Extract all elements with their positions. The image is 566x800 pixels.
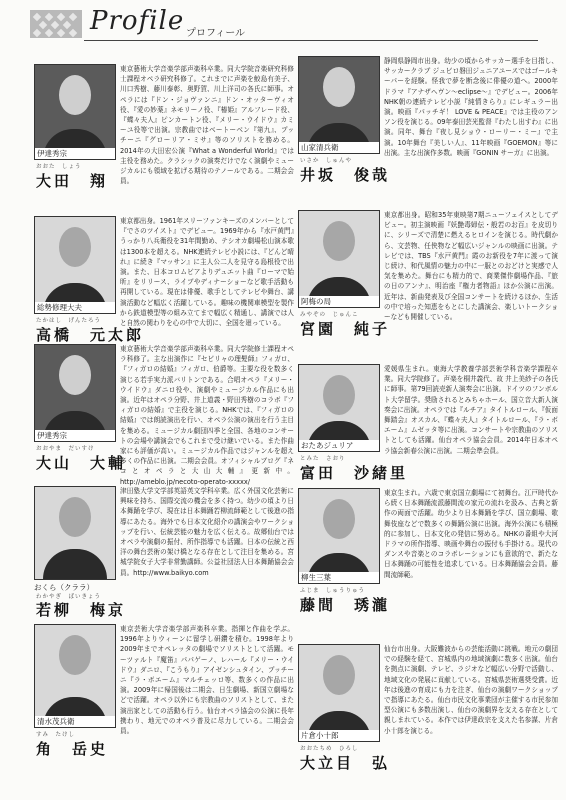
profile-entry	[34, 344, 296, 486]
profile-entry	[34, 216, 296, 344]
performer-bio: 静岡県静岡市出身。幼少の頃からサッカー選手を目指し、サッカークラブ ジュビロ磐田ジュニアユースではゴールキーパーを経験。怪我で夢を断念後に俳優の道へ。2000年ドラマ『アナザヘヴン～eclipse～』でデビュー。2006年NHK朝の連続テレビ小説『純情きらり』にレギュラー出演。映画『パッチギ！ LOVE & PEACE』では主役のアンソン役を演じる。09年泰田芸光監督『わたし出すわ』に出演。同年、舞台『夜し見ショウ・ローリー・ミー』で主演。10年舞台『美しい人』、11年映画『GOEMON』等に出演。主な出演作多数。映画『GONIN サーガ』に出演。	[384, 57, 558, 157]
name-reading: ふじま しゅうりゅう	[300, 588, 366, 594]
portrait-photo	[298, 644, 380, 742]
performer-bio: 東京芸術大学音楽学部声楽科卒業。指揮と作曲を学ぶ。1996年よりウィーンに留学し研鑽を積む。1998年より2009年までオペレッタの劇場でソリストとして活躍。モーツァルト『魔笛』パパゲーノ、レハール『メリー・ウイドウ』ダニロ、『こうもり』アイゼンシュタイン、プッチーニ『ラ・ボエーム』マルチェッロ等、数多くの作品に出演。2009年に帰国後は二期会、日生劇場、新国立劇場などで活躍。オペラ以外にも宗教曲のソリストとして、また演出家としての活動も行う。仙台オペラ協会の公演に長年携わり、地元でのオペラ普及に尽力している。二期会会員。	[120, 625, 294, 736]
role-caption: 山家清兵衛	[299, 142, 379, 153]
profile-entry	[298, 488, 560, 638]
portrait-photo	[34, 624, 116, 728]
profile-entry	[34, 64, 296, 214]
performer-bio: 津田塾大学文学部英語英文学科卒業。広く外国文化芸術に興味を持ち、国際交流の機会を多く持つ。幼少の頃より日本舞踊を学び、現在は日本舞踊若柳流師範として後進の指導にあたる。海外でも日本文化紹介の講演会やワークショップを行い、伝統芸能の魅力を広く伝える。故郷仙台ではオペラや演劇の振付、所作指導でも活躍。日本の伝統と西洋の舞台芸術の架け橋となる存在として注目を集める。宮城学院女子大学非常勤講師。公益社団法人日本舞踊協会会員。http://www.baikyo.com	[120, 487, 294, 577]
portrait-photo	[34, 344, 116, 442]
page-title: Profile	[90, 6, 185, 36]
performer-bio: 仙台市出身。大阪難波からの芸能活動に挑戦。地元の劇団での経験を経て、宮城県内の地域演劇に数多く出演。仙台を拠点に演劇、テレビ、ラジオなど幅広い分野で活動し、地域文化の発展に貢献している。宮城県芸術選奨受賞。近年は後進の育成にも力を注ぎ、仙台の演劇ワークショップで指導にあたる。仙台市民文化事業団が主催する市民参加型公演にも多数出演し、仙台の演劇界を支える存在として親しまれている。本作では伊達政宗を支えた名参謀、片倉小十郎を演じる。	[384, 645, 558, 735]
performer-name: 宮園 純子	[300, 320, 391, 338]
header-divider	[84, 40, 538, 41]
role-caption: おたあジュリア	[299, 440, 379, 451]
role-caption: 片倉小十郎	[299, 730, 379, 741]
profile-entry	[34, 624, 296, 784]
role-caption: 伊達秀宗	[35, 148, 115, 159]
header-ornament-icon	[30, 10, 82, 38]
role-caption: 清水茂兵衛	[35, 716, 115, 727]
profile-entry	[298, 644, 560, 786]
name-reading: たかはし げんたろう	[36, 318, 102, 324]
performer-bio: 東京藝術大学音楽学部声楽科卒業。同大学院音楽研究科修士課程オペラ研究科修了。これまでに声楽を鮫島有美子、川口秀樹、藤川泰彰、奥野賀、川上洋司の各氏に師事。オペラには『ドン・ジョヴァンニ』ドン・オッターヴィオ役、『愛の妙薬』ネモリーノ役、『椿姫』アルフレード役、『蝶々夫人』ピンカートン役、『メリー・ウイドウ』カミーユ役等で出演。宗教曲ではベートーベン『第九』、プッチーニ『グローリア・ミサ』等のソリストを務める。2014年の大田宏公演『What a Wonderful World』では主役を務めた。クラシックの演奏だけでなく演劇やミュージカルにも領域を拡げる期待のテノールである。二期会会員。	[120, 65, 294, 186]
profile-entry	[298, 56, 560, 204]
performer-bio: 東京生まれ。六歳で東京国立劇場にて初舞台。江戸時代から続く日本舞踊流派藤間流の家元の流れを汲み、古典と新作の両面で活躍。幼少より日本舞踊を学び、国立劇場、歌舞伎座などで数多くの舞踊公演に出演。海外公演にも積極的に参加し、日本文化の発信に努める。NHKの番組や大河ドラマの所作指導、映画や舞台の振付も手掛ける。現代のダンスや音楽とのコラボレーションにも意欲的で、新たな日本舞踊の可能性を追求している。日本舞踊協会会員。藤間流師範。	[384, 489, 558, 579]
performer-name: 井坂 俊哉	[300, 166, 391, 184]
portrait-photo	[298, 364, 380, 452]
name-reading: わかやぎ ばいきょう	[36, 594, 102, 600]
profile-entry	[34, 486, 296, 619]
name-reading: おおたちめ ひろし	[300, 746, 359, 752]
performer-bio: 東京藝術大学音楽学部声楽科卒業。同大学院修士課程オペラ科修了。主な出演作に『セビリャの理髪師』フィガロ、『フィガロの結婚』フィガロ、伯爵等。主要な役を数多く演じる若手実力派バリトンである。合唱オペラ『メリー・ウイドウ』ダニロ役や、演劇やミュージカル作品にも出演。近年はオペラ分野、井上道義・野田秀樹のコラボ『フィガロの結婚』で主役を演じる。NHKでは、『フィガロの結婚』では朗読演出を行い、オペラ公演の演出を行う主目を集める。ミュージカル劇団四季と全国、各地のコンサートの会場や講演会でもこれまで受け継いでいる。また作曲家にも評価が高い。ミュージカル作品ではジャンルを超え多くの作品に出演。二期会会員。オフィシャルブログ『ネコとオペラと大山大輔』更新中。http://ameblo.jp/necoto-operato-xxxxx/	[120, 345, 294, 486]
name-reading: いさか しゅんや	[300, 158, 353, 164]
performer-bio: 東京都出身。1961年スリーファンキーズのメンバーとして『でさのツイスト』でデビュー。1969年から『水戸黄門』うっかり八兵衛役を31年間勤め、テシオカ劇場松山演本歌は1300本を超える。NHK連続テレビ小説には、『どんど晴れ』に続き『マッサン』に主人公二人を見守る島根役で出演。また、日本コロムビアよりデュエット曲『ローマで始昕』をリリース、ライブやディナーショーなど歌手活動も再開している。現在は俳優、歌手としてテレビや舞台、講演活動など幅広く活躍している。趣味の機関車模型を製作から鉄道模型等の組み立てまで幅広く精通し、講演では人と自然の関わりを心の中で大切に、全国を廻っている。	[120, 217, 294, 328]
performer-name: 大田 翔	[36, 172, 109, 190]
performer-name: 高橋 元太郎	[36, 326, 145, 344]
performer-name: 富田 沙緒里	[300, 464, 409, 482]
performer-name: 若柳 梅京	[36, 601, 127, 619]
portrait-photo	[298, 210, 380, 308]
name-reading: すみ たけし	[36, 732, 76, 738]
performer-name: 大山 大輔	[36, 454, 127, 472]
portrait-photo	[34, 216, 116, 314]
role-caption: 伊達秀宗	[35, 430, 115, 441]
name-reading: おおた しょう	[36, 164, 82, 170]
page-subtitle: プロフィール	[186, 28, 245, 39]
performer-name: 大立目 弘	[300, 754, 391, 772]
role-caption: おくら（クララ）	[34, 583, 94, 592]
role-caption: 柳生三葉	[299, 572, 379, 583]
portrait-photo	[34, 64, 116, 160]
performer-bio: 愛媛県生まれ。東海大学教養学部芸術学科音楽学課程卒業。同大学院修了。声楽を桐井義代、故 井上美紗子の各氏に師事。第79回読売新人演奏会に出演。ドイツのフンボルト大学留学。奨励されるとみちゃホール、国立音大新人演奏会に出演。オペラでは『ルチア』タイトルロール、『仮面舞踏会』オスカル、『蝶々夫人』タイトルロール、『ラ・ボエーム』ムゼッタ等に出演。コンサートや宗教曲のソリストとしても活躍。仙台オペラ協会会員。2014年日本オペラ協会新春公演に出演。二期会準会員。	[384, 365, 558, 455]
role-caption: 総勢修理大夫	[35, 302, 115, 313]
portrait-photo	[298, 488, 380, 584]
name-reading: とみた さおり	[300, 456, 346, 462]
portrait-photo	[34, 486, 116, 580]
performer-bio: 東京都出身。昭和35年東映第7期ニューフェイスとしてデビュー。初主演映画『妖艶毒婦伝・般若のお百』を皮切りに、シリーズで清楚に燃えるヒロインを演じる。時代劇から、文芸物、任侠物など幅広いジャンルの映画に出演。テレビでは、TBS『水戸黄門』霞のお新役を7年に渡って演じ続け、和代風情の魅力の中に一服とのおどけと実感で人気を集めた。舞台にも精力的で、商業傑作劇場作品、『旅の日のアンナ』、明治座『権力者物語』ほか公演に出演。近年は、新曲発表及び全国コンサートを続けるほか、生活の中で培った知恵をもとにした講演会、楽しいトークショーなども開催している。	[384, 211, 558, 322]
profile-entry	[298, 210, 560, 358]
name-reading: おおやま だいすけ	[36, 446, 95, 452]
performer-name: 藤間 琇瀧	[300, 596, 391, 614]
portrait-photo	[298, 56, 380, 154]
page-header	[0, 0, 566, 44]
name-reading: みやぞの じゅんこ	[300, 312, 359, 318]
profile-entry	[298, 364, 560, 482]
role-caption: 阿梅の局	[299, 296, 379, 307]
performer-name: 角 岳史	[36, 740, 109, 758]
